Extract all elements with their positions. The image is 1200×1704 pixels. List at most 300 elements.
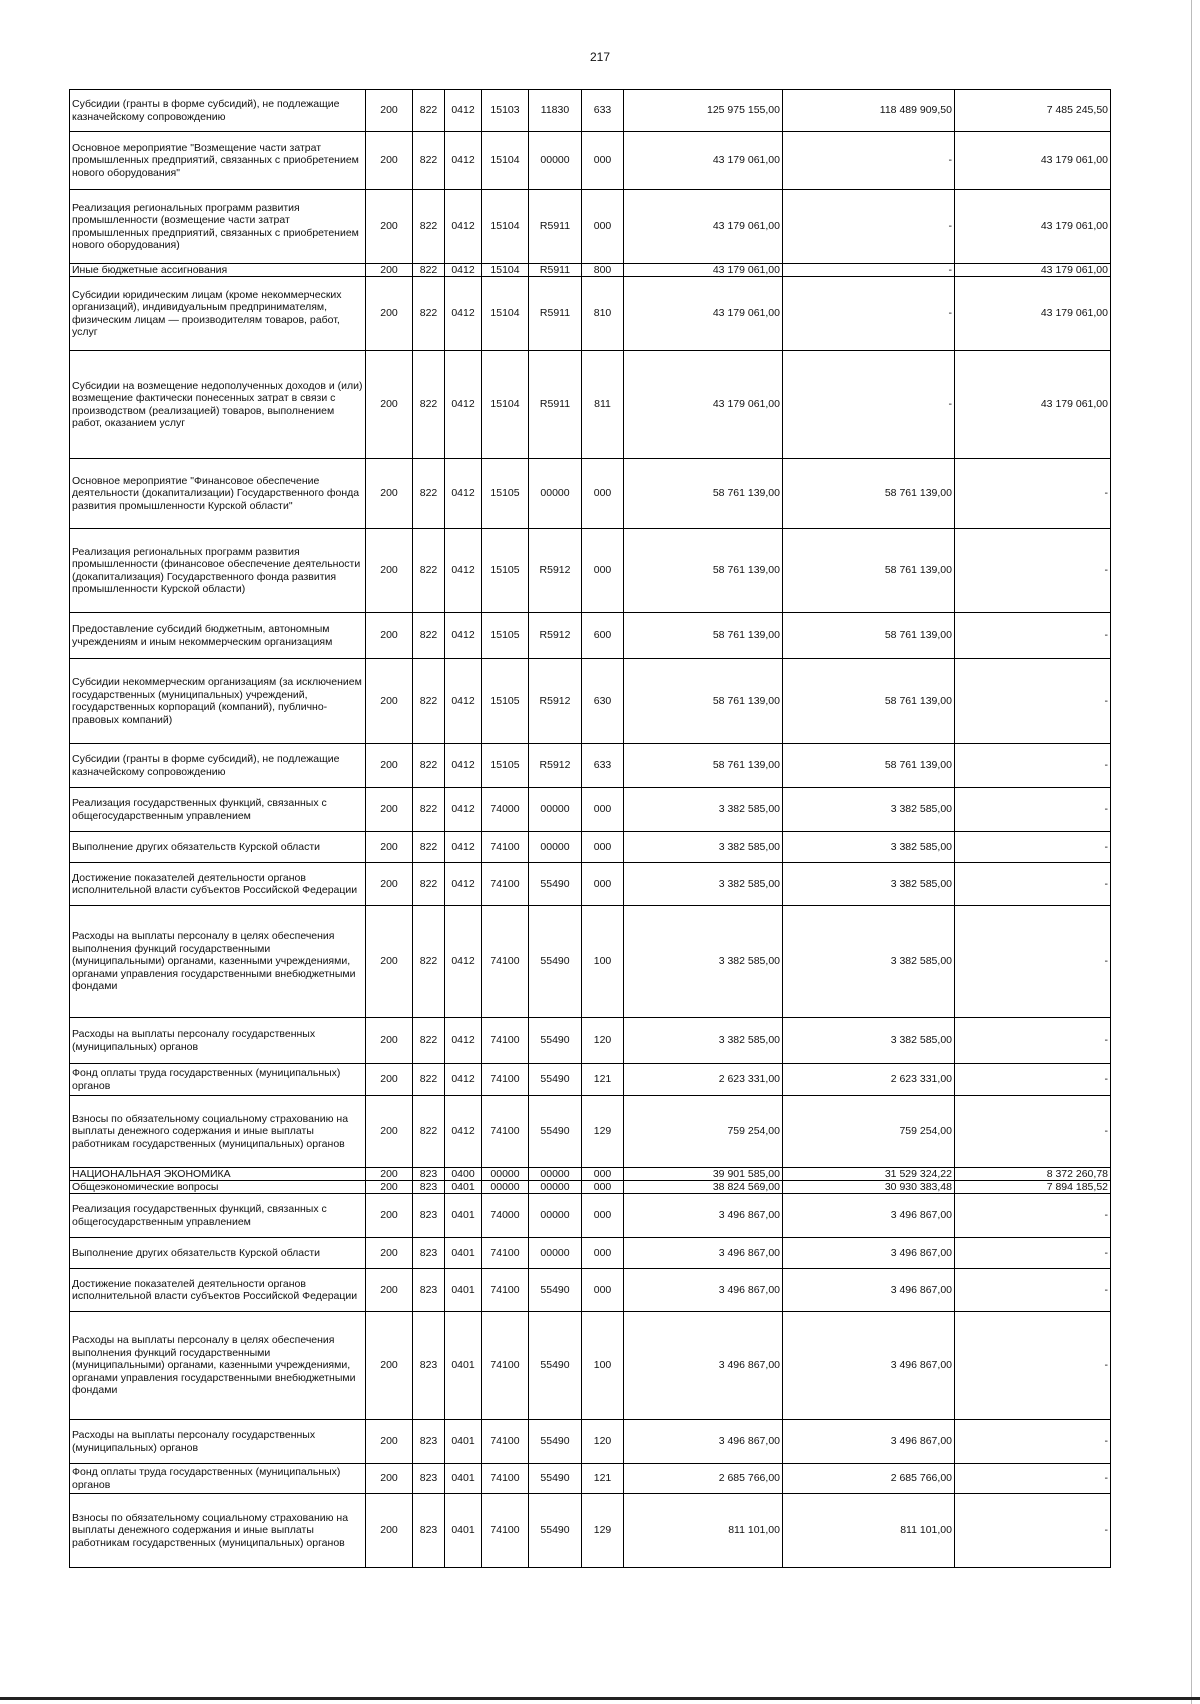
code-expense-type: 100 bbox=[582, 906, 624, 1018]
code-program: 74100 bbox=[482, 1420, 529, 1464]
code-program: 15105 bbox=[482, 744, 529, 788]
code-ministry: 822 bbox=[413, 190, 445, 264]
code-ministry: 822 bbox=[413, 1064, 445, 1096]
table-row bbox=[70, 351, 1111, 459]
code-section: 0412 bbox=[445, 613, 482, 659]
amount-total: 3 382 585,00 bbox=[624, 788, 783, 832]
row-name: Субсидии некоммерческим организациям (за исключением государственных (муниципальных) учреждений, государственных корпораций (компаний), публично-правовых компаний) bbox=[70, 659, 366, 744]
code-direction: 00000 bbox=[529, 1238, 582, 1269]
code-section: 0412 bbox=[445, 1096, 482, 1168]
amount-total: 43 179 061,00 bbox=[624, 351, 783, 459]
table-row bbox=[70, 1018, 1111, 1064]
row-name: Субсидии (гранты в форме субсидий), не подлежащие казначейскому сопровождению bbox=[70, 744, 366, 788]
table-row bbox=[70, 1181, 1111, 1194]
code-direction: R5912 bbox=[529, 529, 582, 613]
amount-col3: - bbox=[955, 659, 1111, 744]
code-program: 74100 bbox=[482, 832, 529, 863]
table-row bbox=[70, 1269, 1111, 1312]
amount-total: 2 623 331,00 bbox=[624, 1064, 783, 1096]
code-expense-type: 000 bbox=[582, 788, 624, 832]
code-section: 0412 bbox=[445, 659, 482, 744]
code-ministry: 822 bbox=[413, 832, 445, 863]
code-chapter: 200 bbox=[366, 264, 413, 277]
code-chapter: 200 bbox=[366, 459, 413, 529]
code-section: 0412 bbox=[445, 832, 482, 863]
amount-col2: 2 685 766,00 bbox=[783, 1464, 955, 1494]
amount-col2: 3 382 585,00 bbox=[783, 832, 955, 863]
code-section: 0412 bbox=[445, 788, 482, 832]
code-chapter: 200 bbox=[366, 1420, 413, 1464]
code-section: 0412 bbox=[445, 277, 482, 351]
code-chapter: 200 bbox=[366, 277, 413, 351]
code-direction: 55490 bbox=[529, 1064, 582, 1096]
code-direction: R5911 bbox=[529, 277, 582, 351]
amount-total: 58 761 139,00 bbox=[624, 744, 783, 788]
code-direction: 55490 bbox=[529, 906, 582, 1018]
code-program: 74100 bbox=[482, 863, 529, 906]
code-direction: 00000 bbox=[529, 132, 582, 190]
code-section: 0412 bbox=[445, 529, 482, 613]
table-row bbox=[70, 863, 1111, 906]
code-expense-type: 129 bbox=[582, 1494, 624, 1568]
row-name: Основное мероприятие "Финансовое обеспечение деятельности (докапитализации) Государственного фонда развития промышленности Курской области" bbox=[70, 459, 366, 529]
code-direction: 55490 bbox=[529, 1464, 582, 1494]
amount-col2: 58 761 139,00 bbox=[783, 744, 955, 788]
amount-col3: - bbox=[955, 1194, 1111, 1238]
code-ministry: 822 bbox=[413, 788, 445, 832]
amount-total: 759 254,00 bbox=[624, 1096, 783, 1168]
code-expense-type: 000 bbox=[582, 1168, 624, 1181]
amount-col2: 118 489 909,50 bbox=[783, 90, 955, 132]
code-expense-type: 129 bbox=[582, 1096, 624, 1168]
amount-col3: - bbox=[955, 832, 1111, 863]
amount-col2: - bbox=[783, 190, 955, 264]
row-name: Взносы по обязательному социальному страхованию на выплаты денежного содержания и иные выплаты работникам государственных (муниципальных) органов bbox=[70, 1494, 366, 1568]
code-ministry: 822 bbox=[413, 277, 445, 351]
table-row bbox=[70, 1238, 1111, 1269]
code-expense-type: 000 bbox=[582, 190, 624, 264]
code-ministry: 823 bbox=[413, 1269, 445, 1312]
code-program: 74100 bbox=[482, 1096, 529, 1168]
row-name: Выполнение других обязательств Курской области bbox=[70, 1238, 366, 1269]
table-row bbox=[70, 1494, 1111, 1568]
amount-col3: 7 894 185,52 bbox=[955, 1181, 1111, 1194]
amount-total: 3 382 585,00 bbox=[624, 906, 783, 1018]
amount-total: 58 761 139,00 bbox=[624, 459, 783, 529]
code-ministry: 822 bbox=[413, 906, 445, 1018]
code-expense-type: 120 bbox=[582, 1420, 624, 1464]
row-name: Расходы на выплаты персоналу государственных (муниципальных) органов bbox=[70, 1018, 366, 1064]
code-ministry: 823 bbox=[413, 1464, 445, 1494]
code-ministry: 823 bbox=[413, 1168, 445, 1181]
code-expense-type: 000 bbox=[582, 529, 624, 613]
amount-col3: - bbox=[955, 788, 1111, 832]
table-row bbox=[70, 832, 1111, 863]
code-program: 15104 bbox=[482, 132, 529, 190]
amount-col2: 58 761 139,00 bbox=[783, 659, 955, 744]
amount-col3: - bbox=[955, 1312, 1111, 1420]
amount-total: 58 761 139,00 bbox=[624, 529, 783, 613]
row-name: Субсидии на возмещение недополученных доходов и (или) возмещение фактически понесенных затрат в связи с производством (реализацией) товаров, выполнением работ, оказанием услуг bbox=[70, 351, 366, 459]
code-section: 0401 bbox=[445, 1194, 482, 1238]
table-row bbox=[70, 613, 1111, 659]
code-chapter: 200 bbox=[366, 1464, 413, 1494]
code-section: 0401 bbox=[445, 1312, 482, 1420]
code-ministry: 822 bbox=[413, 659, 445, 744]
amount-col2: - bbox=[783, 277, 955, 351]
code-ministry: 822 bbox=[413, 264, 445, 277]
amount-col3: - bbox=[955, 1018, 1111, 1064]
amount-col3: - bbox=[955, 1096, 1111, 1168]
amount-total: 43 179 061,00 bbox=[624, 264, 783, 277]
code-chapter: 200 bbox=[366, 1168, 413, 1181]
row-name: Взносы по обязательному социальному страхованию на выплаты денежного содержания и иные выплаты работникам государственных (муниципальных) органов bbox=[70, 1096, 366, 1168]
code-ministry: 822 bbox=[413, 744, 445, 788]
code-expense-type: 600 bbox=[582, 613, 624, 659]
code-chapter: 200 bbox=[366, 744, 413, 788]
code-direction: 55490 bbox=[529, 1018, 582, 1064]
code-expense-type: 630 bbox=[582, 659, 624, 744]
code-expense-type: 121 bbox=[582, 1464, 624, 1494]
code-ministry: 822 bbox=[413, 90, 445, 132]
amount-col3: - bbox=[955, 459, 1111, 529]
code-ministry: 823 bbox=[413, 1238, 445, 1269]
row-name: Субсидии юридическим лицам (кроме некоммерческих организаций), индивидуальным предпринимателям, физическим лицам — производителям товаров, работ, услуг bbox=[70, 277, 366, 351]
amount-total: 43 179 061,00 bbox=[624, 132, 783, 190]
amount-col3: - bbox=[955, 1420, 1111, 1464]
row-name: Реализация региональных программ развития промышленности (возмещение части затрат промышленных предприятий, связанных с приобретением нового оборудования) bbox=[70, 190, 366, 264]
code-direction: 55490 bbox=[529, 1269, 582, 1312]
table-row bbox=[70, 1096, 1111, 1168]
code-ministry: 822 bbox=[413, 529, 445, 613]
code-expense-type: 100 bbox=[582, 1312, 624, 1420]
code-chapter: 200 bbox=[366, 788, 413, 832]
table-body bbox=[70, 90, 1111, 1568]
code-expense-type: 121 bbox=[582, 1064, 624, 1096]
code-direction: 00000 bbox=[529, 788, 582, 832]
amount-col2: 58 761 139,00 bbox=[783, 459, 955, 529]
table-row bbox=[70, 659, 1111, 744]
code-program: 15105 bbox=[482, 529, 529, 613]
code-program: 74100 bbox=[482, 906, 529, 1018]
amount-col3: 7 485 245,50 bbox=[955, 90, 1111, 132]
code-section: 0412 bbox=[445, 863, 482, 906]
code-direction: 00000 bbox=[529, 459, 582, 529]
code-chapter: 200 bbox=[366, 132, 413, 190]
code-expense-type: 120 bbox=[582, 1018, 624, 1064]
amount-col3: - bbox=[955, 1494, 1111, 1568]
code-section: 0401 bbox=[445, 1238, 482, 1269]
amount-col3: - bbox=[955, 863, 1111, 906]
code-section: 0412 bbox=[445, 906, 482, 1018]
amount-col3: 43 179 061,00 bbox=[955, 132, 1111, 190]
row-name: Иные бюджетные ассигнования bbox=[70, 264, 366, 277]
table-row bbox=[70, 132, 1111, 190]
amount-total: 3 496 867,00 bbox=[624, 1238, 783, 1269]
amount-col3: - bbox=[955, 906, 1111, 1018]
code-expense-type: 810 bbox=[582, 277, 624, 351]
code-chapter: 200 bbox=[366, 1312, 413, 1420]
amount-col2: 3 382 585,00 bbox=[783, 906, 955, 1018]
code-direction: R5911 bbox=[529, 190, 582, 264]
code-expense-type: 000 bbox=[582, 832, 624, 863]
amount-col3: - bbox=[955, 744, 1111, 788]
code-section: 0412 bbox=[445, 459, 482, 529]
amount-col2: 30 930 383,48 bbox=[783, 1181, 955, 1194]
code-program: 00000 bbox=[482, 1168, 529, 1181]
amount-col2: 58 761 139,00 bbox=[783, 529, 955, 613]
code-direction: 00000 bbox=[529, 1168, 582, 1181]
code-chapter: 200 bbox=[366, 1269, 413, 1312]
amount-total: 3 496 867,00 bbox=[624, 1312, 783, 1420]
code-direction: 55490 bbox=[529, 863, 582, 906]
code-chapter: 200 bbox=[366, 90, 413, 132]
code-chapter: 200 bbox=[366, 1181, 413, 1194]
amount-col2: 759 254,00 bbox=[783, 1096, 955, 1168]
code-section: 0412 bbox=[445, 351, 482, 459]
code-ministry: 823 bbox=[413, 1312, 445, 1420]
amount-col2: 3 382 585,00 bbox=[783, 788, 955, 832]
code-program: 74000 bbox=[482, 788, 529, 832]
code-section: 0401 bbox=[445, 1464, 482, 1494]
code-section: 0401 bbox=[445, 1181, 482, 1194]
code-chapter: 200 bbox=[366, 863, 413, 906]
row-name: Выполнение других обязательств Курской области bbox=[70, 832, 366, 863]
row-name: Основное мероприятие "Возмещение части затрат промышленных предприятий, связанных с приобретением нового оборудования" bbox=[70, 132, 366, 190]
amount-total: 38 824 569,00 bbox=[624, 1181, 783, 1194]
amount-col2: 3 496 867,00 bbox=[783, 1269, 955, 1312]
amount-col2: 3 496 867,00 bbox=[783, 1194, 955, 1238]
row-name: Реализация государственных функций, связанных с общегосударственным управлением bbox=[70, 788, 366, 832]
code-ministry: 822 bbox=[413, 351, 445, 459]
amount-col3: 43 179 061,00 bbox=[955, 264, 1111, 277]
code-section: 0412 bbox=[445, 264, 482, 277]
code-section: 0412 bbox=[445, 132, 482, 190]
row-name: Предоставление субсидий бюджетным, автономным учреждениям и иным некоммерческим организациям bbox=[70, 613, 366, 659]
amount-col3: 43 179 061,00 bbox=[955, 277, 1111, 351]
amount-col2: 3 382 585,00 bbox=[783, 863, 955, 906]
row-name: Достижение показателей деятельности органов исполнительной власти субъектов Российской Федерации bbox=[70, 863, 366, 906]
amount-col2: 3 496 867,00 bbox=[783, 1238, 955, 1269]
code-section: 0412 bbox=[445, 744, 482, 788]
code-ministry: 822 bbox=[413, 1018, 445, 1064]
code-program: 74100 bbox=[482, 1494, 529, 1568]
amount-col2: 3 382 585,00 bbox=[783, 1018, 955, 1064]
amount-col2: 3 496 867,00 bbox=[783, 1312, 955, 1420]
table-row bbox=[70, 906, 1111, 1018]
row-name: Фонд оплаты труда государственных (муниципальных) органов bbox=[70, 1064, 366, 1096]
code-direction: 11830 bbox=[529, 90, 582, 132]
code-ministry: 823 bbox=[413, 1494, 445, 1568]
table-row bbox=[70, 529, 1111, 613]
code-ministry: 822 bbox=[413, 132, 445, 190]
code-program: 74100 bbox=[482, 1018, 529, 1064]
table-row bbox=[70, 1464, 1111, 1494]
amount-total: 3 496 867,00 bbox=[624, 1420, 783, 1464]
code-expense-type: 811 bbox=[582, 351, 624, 459]
amount-col3: - bbox=[955, 613, 1111, 659]
amount-col3: - bbox=[955, 1269, 1111, 1312]
amount-col2: 3 496 867,00 bbox=[783, 1420, 955, 1464]
code-chapter: 200 bbox=[366, 529, 413, 613]
code-chapter: 200 bbox=[366, 1194, 413, 1238]
amount-total: 3 496 867,00 bbox=[624, 1269, 783, 1312]
code-direction: 00000 bbox=[529, 1194, 582, 1238]
table-row bbox=[70, 788, 1111, 832]
row-name: Реализация региональных программ развития промышленности (финансовое обеспечение деятельности (докапитализация) Государственного фонда развития промышленности Курской области) bbox=[70, 529, 366, 613]
table-row bbox=[70, 459, 1111, 529]
code-program: 15105 bbox=[482, 613, 529, 659]
code-program: 74100 bbox=[482, 1238, 529, 1269]
code-ministry: 822 bbox=[413, 863, 445, 906]
amount-col2: - bbox=[783, 132, 955, 190]
code-program: 74000 bbox=[482, 1194, 529, 1238]
code-direction: R5911 bbox=[529, 351, 582, 459]
code-section: 0412 bbox=[445, 1018, 482, 1064]
scan-edge-right bbox=[1191, 0, 1192, 1704]
code-program: 00000 bbox=[482, 1181, 529, 1194]
amount-col3: - bbox=[955, 1464, 1111, 1494]
code-section: 0412 bbox=[445, 90, 482, 132]
code-program: 74100 bbox=[482, 1464, 529, 1494]
row-name: Фонд оплаты труда государственных (муниципальных) органов bbox=[70, 1464, 366, 1494]
row-name: Реализация государственных функций, связанных с общегосударственным управлением bbox=[70, 1194, 366, 1238]
amount-total: 811 101,00 bbox=[624, 1494, 783, 1568]
table-row bbox=[70, 1194, 1111, 1238]
code-program: 15105 bbox=[482, 659, 529, 744]
amount-col3: 43 179 061,00 bbox=[955, 351, 1111, 459]
table-row bbox=[70, 744, 1111, 788]
code-direction: 00000 bbox=[529, 1181, 582, 1194]
code-direction: 55490 bbox=[529, 1420, 582, 1464]
amount-total: 3 382 585,00 bbox=[624, 832, 783, 863]
amount-col2: 31 529 324,22 bbox=[783, 1168, 955, 1181]
row-name: Субсидии (гранты в форме субсидий), не подлежащие казначейскому сопровождению bbox=[70, 90, 366, 132]
code-chapter: 200 bbox=[366, 1238, 413, 1269]
code-direction: 55490 bbox=[529, 1312, 582, 1420]
code-direction: R5912 bbox=[529, 613, 582, 659]
code-program: 74100 bbox=[482, 1269, 529, 1312]
amount-total: 58 761 139,00 bbox=[624, 659, 783, 744]
code-expense-type: 000 bbox=[582, 459, 624, 529]
code-section: 0401 bbox=[445, 1420, 482, 1464]
code-section: 0401 bbox=[445, 1494, 482, 1568]
code-chapter: 200 bbox=[366, 906, 413, 1018]
code-chapter: 200 bbox=[366, 351, 413, 459]
code-ministry: 823 bbox=[413, 1194, 445, 1238]
amount-col2: 58 761 139,00 bbox=[783, 613, 955, 659]
code-direction: 55490 bbox=[529, 1494, 582, 1568]
table-row bbox=[70, 1420, 1111, 1464]
table-row bbox=[70, 190, 1111, 264]
code-section: 0400 bbox=[445, 1168, 482, 1181]
row-name: Достижение показателей деятельности органов исполнительной власти субъектов Российской Федерации bbox=[70, 1269, 366, 1312]
code-chapter: 200 bbox=[366, 613, 413, 659]
code-section: 0412 bbox=[445, 190, 482, 264]
code-direction: R5912 bbox=[529, 744, 582, 788]
amount-col3: - bbox=[955, 1238, 1111, 1269]
code-program: 15103 bbox=[482, 90, 529, 132]
code-program: 74100 bbox=[482, 1064, 529, 1096]
row-name: Расходы на выплаты персоналу в целях обеспечения выполнения функций государственными (муниципальными) органами, казенными учреждениями, органами управления государственными внебюджетными фондами bbox=[70, 1312, 366, 1420]
code-expense-type: 000 bbox=[582, 1181, 624, 1194]
amount-total: 43 179 061,00 bbox=[624, 277, 783, 351]
row-name: Расходы на выплаты персоналу в целях обеспечения выполнения функций государственными (муниципальными) органами, казенными учреждениями, органами управления государственными внебюджетными фондами bbox=[70, 906, 366, 1018]
budget-table bbox=[69, 89, 1111, 1568]
amount-col3: - bbox=[955, 529, 1111, 613]
amount-total: 58 761 139,00 bbox=[624, 613, 783, 659]
amount-total: 3 382 585,00 bbox=[624, 1018, 783, 1064]
code-section: 0401 bbox=[445, 1269, 482, 1312]
table-row bbox=[70, 1168, 1111, 1181]
code-chapter: 200 bbox=[366, 190, 413, 264]
code-expense-type: 633 bbox=[582, 90, 624, 132]
code-program: 74100 bbox=[482, 1312, 529, 1420]
code-ministry: 822 bbox=[413, 459, 445, 529]
amount-col2: 811 101,00 bbox=[783, 1494, 955, 1568]
code-expense-type: 800 bbox=[582, 264, 624, 277]
code-direction: R5912 bbox=[529, 659, 582, 744]
code-program: 15105 bbox=[482, 459, 529, 529]
code-program: 15104 bbox=[482, 190, 529, 264]
table-row bbox=[70, 264, 1111, 277]
code-program: 15104 bbox=[482, 351, 529, 459]
scan-edge-bottom bbox=[0, 1697, 1200, 1700]
code-chapter: 200 bbox=[366, 1018, 413, 1064]
row-name: НАЦИОНАЛЬНАЯ ЭКОНОМИКА bbox=[70, 1168, 366, 1181]
code-expense-type: 000 bbox=[582, 1194, 624, 1238]
code-direction: 55490 bbox=[529, 1096, 582, 1168]
code-ministry: 822 bbox=[413, 1096, 445, 1168]
page-number: 217 bbox=[589, 50, 611, 64]
amount-total: 39 901 585,00 bbox=[624, 1168, 783, 1181]
code-program: 15104 bbox=[482, 264, 529, 277]
code-direction: R5911 bbox=[529, 264, 582, 277]
table-row bbox=[70, 1064, 1111, 1096]
code-expense-type: 000 bbox=[582, 863, 624, 906]
table-row bbox=[70, 277, 1111, 351]
amount-total: 2 685 766,00 bbox=[624, 1464, 783, 1494]
row-name: Расходы на выплаты персоналу государственных (муниципальных) органов bbox=[70, 1420, 366, 1464]
row-name: Общеэкономические вопросы bbox=[70, 1181, 366, 1194]
code-expense-type: 000 bbox=[582, 1269, 624, 1312]
amount-total: 43 179 061,00 bbox=[624, 190, 783, 264]
code-ministry: 823 bbox=[413, 1181, 445, 1194]
code-chapter: 200 bbox=[366, 1064, 413, 1096]
table-row bbox=[70, 1312, 1111, 1420]
code-expense-type: 000 bbox=[582, 1238, 624, 1269]
code-direction: 00000 bbox=[529, 832, 582, 863]
code-ministry: 822 bbox=[413, 613, 445, 659]
code-chapter: 200 bbox=[366, 1096, 413, 1168]
code-chapter: 200 bbox=[366, 659, 413, 744]
table-row bbox=[70, 90, 1111, 132]
amount-col2: 2 623 331,00 bbox=[783, 1064, 955, 1096]
code-ministry: 823 bbox=[413, 1420, 445, 1464]
amount-total: 3 382 585,00 bbox=[624, 863, 783, 906]
amount-col3: 8 372 260,78 bbox=[955, 1168, 1111, 1181]
code-chapter: 200 bbox=[366, 1494, 413, 1568]
amount-col3: 43 179 061,00 bbox=[955, 190, 1111, 264]
code-program: 15104 bbox=[482, 277, 529, 351]
code-section: 0412 bbox=[445, 1064, 482, 1096]
amount-col2: - bbox=[783, 351, 955, 459]
amount-total: 125 975 155,00 bbox=[624, 90, 783, 132]
code-expense-type: 000 bbox=[582, 132, 624, 190]
code-chapter: 200 bbox=[366, 832, 413, 863]
amount-col3: - bbox=[955, 1064, 1111, 1096]
amount-col2: - bbox=[783, 264, 955, 277]
